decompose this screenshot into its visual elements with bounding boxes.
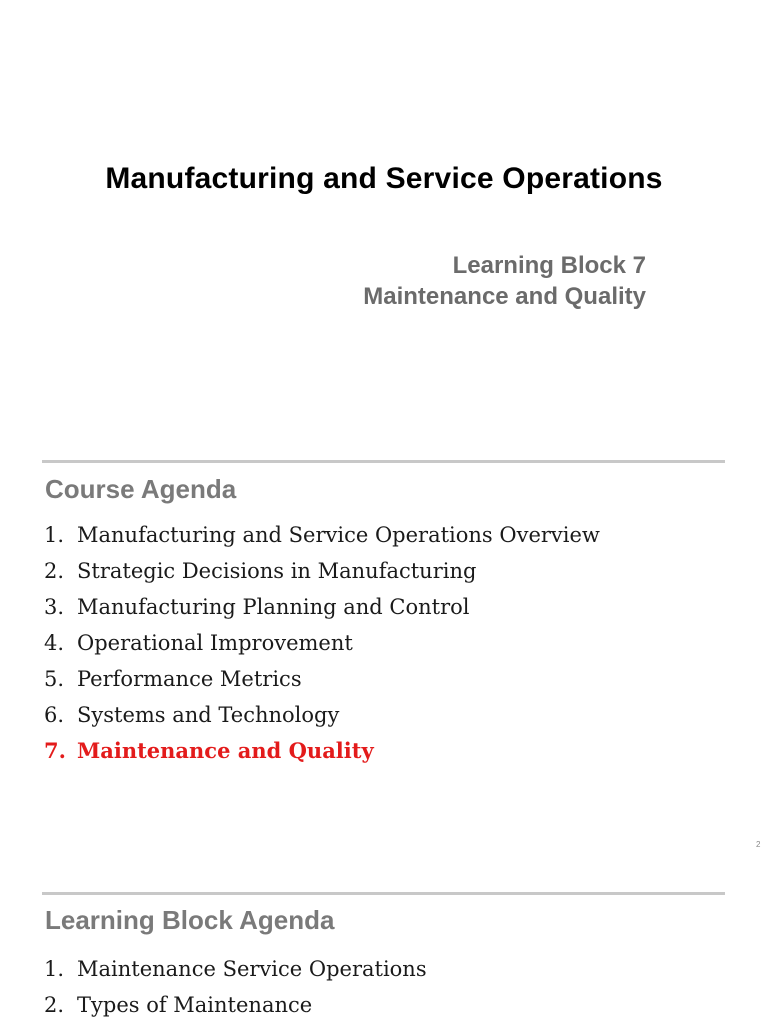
list-item-number: 4. — [44, 631, 65, 655]
subtitle-line-topic: Maintenance and Quality — [363, 283, 646, 310]
list-item-number: 6. — [44, 703, 65, 727]
list-item — [44, 553, 600, 589]
page-number: 2 — [756, 840, 761, 849]
list-item — [44, 625, 600, 661]
list-item-text: Operational Improvement — [77, 631, 353, 655]
list-item — [44, 661, 600, 697]
list-item — [44, 589, 600, 625]
slide-divider — [42, 892, 725, 895]
course-agenda-list — [44, 517, 600, 769]
list-item-number: 3. — [44, 595, 65, 619]
page-title: Manufacturing and Service Operations — [105, 162, 663, 195]
list-item-text: Types of Maintenance — [77, 993, 313, 1017]
learning-block-subtitle — [363, 250, 646, 312]
list-item — [44, 987, 427, 1023]
list-item-number: 7. — [44, 738, 66, 763]
list-item-text: Strategic Decisions in Manufacturing — [77, 559, 477, 583]
list-item — [44, 951, 427, 987]
subtitle-line-block-number: Learning Block 7 — [452, 252, 646, 279]
list-item-number: 2. — [44, 559, 65, 583]
slide-divider — [42, 460, 725, 463]
list-item-current — [44, 733, 600, 769]
list-item-text: Maintenance and Quality — [77, 738, 374, 763]
list-item-number: 1. — [44, 523, 65, 547]
list-item-number: 5. — [44, 667, 65, 691]
list-item-text: Maintenance Service Operations — [77, 957, 427, 981]
list-item-number: 1. — [44, 957, 65, 981]
learning-block-agenda-heading: Learning Block Agenda — [45, 905, 335, 935]
list-item-text: Manufacturing Planning and Control — [77, 595, 470, 619]
learning-block-agenda-list — [44, 951, 427, 1023]
list-item-text: Systems and Technology — [77, 703, 340, 727]
list-item — [44, 697, 600, 733]
list-item — [44, 517, 600, 553]
list-item-text: Manufacturing and Service Operations Overview — [77, 523, 600, 547]
course-agenda-heading: Course Agenda — [45, 474, 237, 504]
list-item-text: Performance Metrics — [77, 667, 302, 691]
list-item-number: 2. — [44, 993, 65, 1017]
